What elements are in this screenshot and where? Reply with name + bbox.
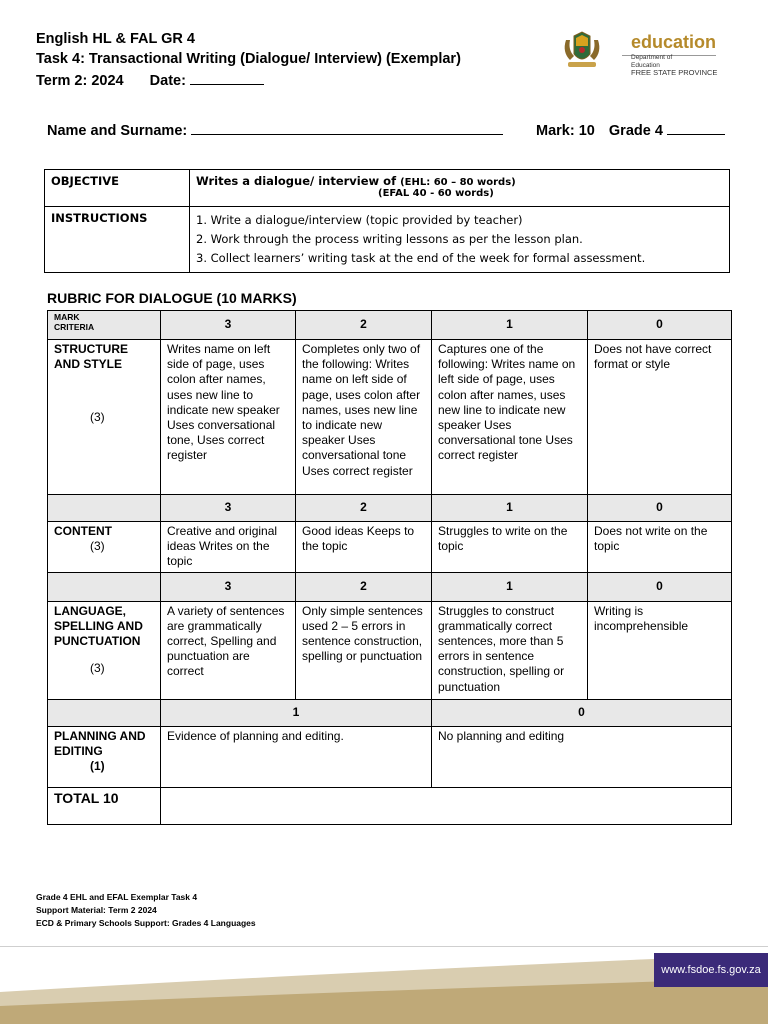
planning-level-header-row bbox=[48, 699, 732, 726]
grade-blank[interactable] bbox=[667, 120, 725, 135]
criteria-header-label: CRITERIA bbox=[54, 322, 95, 332]
content-row bbox=[48, 522, 732, 573]
instructions-label: INSTRUCTIONS bbox=[45, 207, 190, 273]
blank-header bbox=[48, 495, 161, 522]
rubric-table bbox=[47, 310, 732, 825]
content-criterion bbox=[48, 522, 161, 573]
footer-line: ECD & Primary Schools Support: Grades 4 Languages bbox=[36, 918, 256, 928]
level-header: 1 bbox=[432, 495, 588, 522]
structure-row bbox=[48, 340, 732, 495]
doc-subject-title: English HL & FAL GR 4 bbox=[36, 31, 195, 47]
instructions-cell bbox=[190, 207, 730, 273]
criterion-points: (3) bbox=[90, 661, 105, 676]
level-header: 1 bbox=[432, 572, 588, 601]
total-cell[interactable] bbox=[161, 787, 732, 824]
logo-sub-line: Education bbox=[631, 61, 660, 69]
language-row bbox=[48, 601, 732, 699]
criterion-points: (3) bbox=[90, 410, 105, 425]
rubric-cell: Does not write on the topic bbox=[588, 522, 732, 573]
logo-title: education bbox=[631, 32, 717, 52]
level-header: 2 bbox=[296, 311, 432, 340]
rubric-cell: A variety of sentences are grammatically correct, Spelling and punctuation are correct bbox=[161, 601, 296, 699]
rubric-cell: Writing is incomprehensible bbox=[588, 601, 732, 699]
criterion-label: PLANNING AND EDITING bbox=[54, 728, 146, 758]
level-header: 2 bbox=[296, 495, 432, 522]
logo-subtitle bbox=[631, 54, 717, 77]
rubric-title: RUBRIC FOR DIALOGUE (10 MARKS) bbox=[47, 290, 297, 306]
level-header: 1 bbox=[161, 699, 432, 726]
footer-text bbox=[36, 891, 256, 930]
rubric-cell: Does not have correct format or style bbox=[588, 340, 732, 495]
criterion-label: CONTENT bbox=[54, 524, 112, 538]
total-label: TOTAL 10 bbox=[48, 787, 161, 824]
rubric-cell: Captures one of the following: Writes name on left side of page, uses colon after names, uses new line to indicate new speaker Uses conversational tone Uses correct register bbox=[432, 340, 588, 495]
rubric-cell: No planning and editing bbox=[432, 726, 732, 787]
total-row bbox=[48, 787, 732, 824]
objective-row bbox=[45, 170, 730, 207]
level-header: 3 bbox=[161, 572, 296, 601]
instruction-item: 1. Write a dialogue/interview (topic provided by teacher) bbox=[196, 213, 523, 227]
blank-header bbox=[48, 572, 161, 601]
name-blank[interactable] bbox=[191, 120, 503, 135]
criterion-points: (1) bbox=[90, 759, 105, 774]
objective-cell bbox=[190, 170, 730, 207]
term-label: Term 2: 2024 bbox=[36, 73, 124, 89]
level-header: 0 bbox=[588, 572, 732, 601]
rubric-cell: Completes only two of the following: Writes name on left side of page, uses colon after names, uses new line to indicate new speaker Uses conversational tone Uses correct register bbox=[296, 340, 432, 495]
mark-criteria-header bbox=[48, 311, 161, 340]
logo-sub-line: FREE STATE PROVINCE bbox=[631, 68, 718, 77]
date-label: Date: bbox=[149, 73, 186, 89]
level-header-row bbox=[48, 495, 732, 522]
level-header: 2 bbox=[296, 572, 432, 601]
rubric-cell: Evidence of planning and editing. bbox=[161, 726, 432, 787]
structure-criterion bbox=[48, 340, 161, 495]
level-header: 0 bbox=[588, 311, 732, 340]
mark-header-label: MARK bbox=[54, 312, 80, 322]
level-header: 3 bbox=[161, 495, 296, 522]
instruction-item: 3. Collect learners’ writing task at the end of the week for formal assessment. bbox=[196, 251, 646, 265]
objective-label: OBJECTIVE bbox=[45, 170, 190, 207]
rubric-cell: Creative and original ideas Writes on the topic bbox=[161, 522, 296, 573]
name-line bbox=[47, 120, 503, 141]
footer-band-graphic bbox=[0, 952, 768, 1024]
level-header: 3 bbox=[161, 311, 296, 340]
level-header-row bbox=[48, 572, 732, 601]
rubric-cell: Writes name on left side of page, uses colon after names, uses new line to indicate new speaker Uses conversational tone, Uses correct register bbox=[161, 340, 296, 495]
rubric-cell: Only simple sentences used 2 – 5 errors in sentence construction, spelling or punctuation bbox=[296, 601, 432, 699]
instruction-item: 2. Work through the process writing lessons as per the lesson plan. bbox=[196, 232, 583, 246]
level-header: 0 bbox=[588, 495, 732, 522]
mark-label: Mark: 10 bbox=[536, 123, 595, 139]
blank-header bbox=[48, 699, 161, 726]
criterion-label: LANGUAGE, SPELLING AND PUNCTUATION bbox=[54, 603, 143, 649]
rubric-cell: Struggles to construct grammatically correct sentences, more than 5 errors in sentence construction, spelling or punctuation bbox=[432, 601, 588, 699]
objective-text: Writes a dialogue/ interview of bbox=[196, 174, 397, 188]
planning-criterion bbox=[48, 726, 161, 787]
term-date-line bbox=[36, 70, 264, 91]
name-label: Name and Surname: bbox=[47, 123, 188, 139]
instructions-row bbox=[45, 207, 730, 273]
criterion-label: STRUCTURE AND STYLE bbox=[54, 342, 128, 372]
website-link[interactable]: www.fsdoe.fs.gov.za bbox=[654, 953, 768, 987]
rubric-header-row bbox=[48, 311, 732, 340]
language-criterion bbox=[48, 601, 161, 699]
footer-line: Grade 4 EHL and EFAL Exemplar Task 4 bbox=[36, 892, 198, 902]
footer-divider bbox=[0, 946, 768, 947]
date-blank[interactable] bbox=[190, 70, 264, 85]
level-header: 0 bbox=[432, 699, 732, 726]
criterion-points: (3) bbox=[90, 539, 105, 554]
logo-sub-line: Department of bbox=[631, 54, 673, 61]
rubric-cell: Good ideas Keeps to the topic bbox=[296, 522, 432, 573]
objective-ehl: (EHL: 60 – 80 words) bbox=[400, 177, 516, 188]
level-header: 1 bbox=[432, 311, 588, 340]
doc-task-title: Task 4: Transactional Writing (Dialogue/ Interview) (Exemplar) bbox=[36, 51, 461, 67]
objective-efal: (EFAL 40 - 60 words) bbox=[378, 188, 494, 199]
grade-label: Grade 4 bbox=[608, 123, 663, 139]
mark-grade-line bbox=[536, 120, 725, 141]
footer-line: Support Material: Term 2 2024 bbox=[36, 905, 157, 915]
planning-row bbox=[48, 726, 732, 787]
objective-table bbox=[44, 169, 730, 273]
rubric-cell: Struggles to write on the topic bbox=[432, 522, 588, 573]
